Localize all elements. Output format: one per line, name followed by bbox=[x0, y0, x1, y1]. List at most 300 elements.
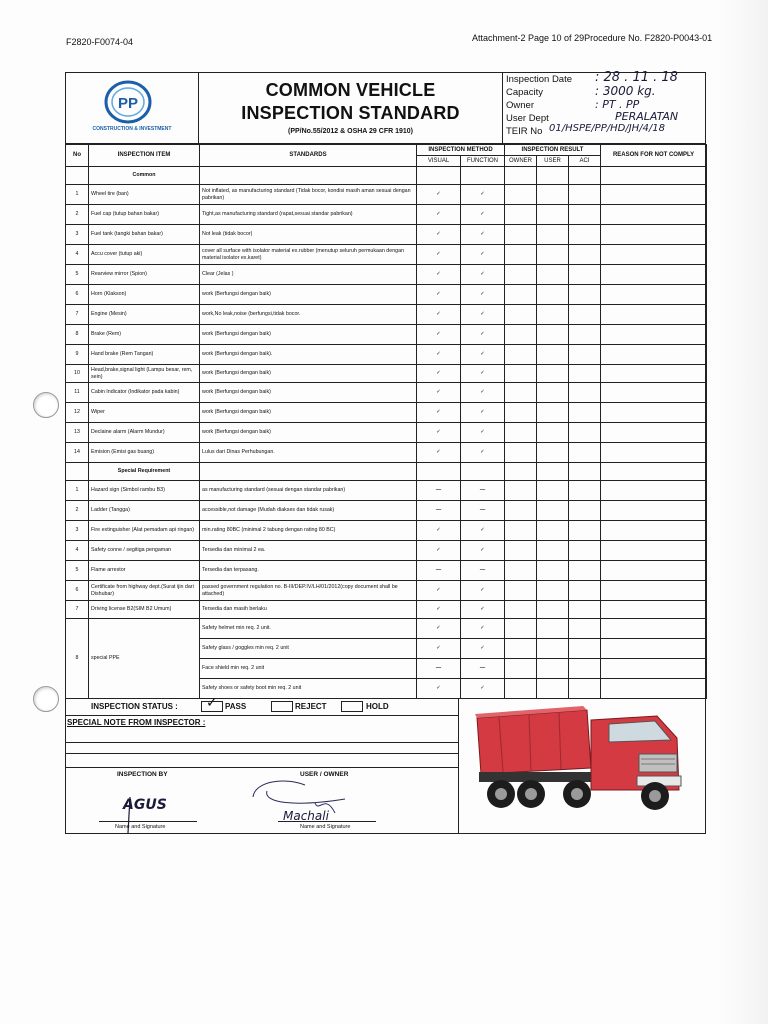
row-number: 4 bbox=[66, 541, 89, 561]
visual-check-mark: ✓ bbox=[417, 403, 461, 423]
inspection-item: Certificate from highway dept.(Surat ijin dari Dishubar) bbox=[89, 581, 200, 601]
function-check-mark: ✓ bbox=[461, 345, 505, 365]
row-number: 7 bbox=[66, 601, 89, 619]
standard-text: Tersedia dan minimal 2 ea. bbox=[200, 541, 417, 561]
col-function: FUNCTION bbox=[461, 156, 505, 167]
reason-cell[interactable] bbox=[601, 403, 707, 423]
function-check-mark: ✓ bbox=[461, 581, 505, 601]
result-cell[interactable] bbox=[569, 167, 601, 185]
user-result-cell[interactable] bbox=[537, 581, 569, 601]
user-result-cell[interactable] bbox=[537, 225, 569, 245]
reason-cell[interactable] bbox=[601, 481, 707, 501]
pass-checkbox[interactable] bbox=[201, 695, 223, 712]
aci-result-cell[interactable] bbox=[569, 225, 601, 245]
owner-label: Owner bbox=[506, 100, 534, 111]
table-row bbox=[66, 325, 707, 345]
aci-result-cell[interactable] bbox=[569, 659, 601, 679]
table-row bbox=[66, 403, 707, 423]
table-row bbox=[66, 581, 707, 601]
row-number: 2 bbox=[66, 501, 89, 521]
inspection-item: Engine (Mesin) bbox=[89, 305, 200, 325]
reason-cell[interactable] bbox=[601, 265, 707, 285]
title-cell bbox=[199, 72, 503, 144]
table-body bbox=[66, 145, 707, 699]
aci-result-cell[interactable] bbox=[569, 245, 601, 265]
standard-text: Safety shoes or safety boot min req. 2 unit bbox=[200, 679, 417, 699]
inspection-table bbox=[65, 144, 707, 699]
function-check-mark: ✓ bbox=[461, 383, 505, 403]
function-check-mark: ✓ bbox=[461, 521, 505, 541]
visual-check-mark: ✓ bbox=[417, 383, 461, 403]
standard-text: work (Berfungsi dengan baik) bbox=[200, 423, 417, 443]
user-result-cell[interactable] bbox=[537, 561, 569, 581]
aci-result-cell[interactable] bbox=[569, 619, 601, 639]
user-result-cell[interactable] bbox=[537, 205, 569, 225]
section-row-special bbox=[66, 463, 707, 481]
standard-text: work,No leak,noise (berfungsi,tidak bocor. bbox=[200, 305, 417, 325]
function-check-mark: ✓ bbox=[461, 601, 505, 619]
capacity-value: : 3000 kg. bbox=[595, 84, 656, 98]
standard-text: work (Berfungsi dengan baik) bbox=[200, 285, 417, 305]
table-row bbox=[66, 601, 707, 619]
standard-text: min.rating 80BC (minimal 2 tabung dengan rating 80 BC) bbox=[200, 521, 417, 541]
aci-result-cell[interactable] bbox=[569, 443, 601, 463]
owner-result-cell[interactable] bbox=[505, 619, 537, 639]
result-cell[interactable] bbox=[537, 463, 569, 481]
user-result-cell[interactable] bbox=[537, 423, 569, 443]
visual-check-mark: ✓ bbox=[417, 225, 461, 245]
no-cell[interactable] bbox=[66, 463, 89, 481]
function-check-mark: ✓ bbox=[461, 265, 505, 285]
aci-result-cell[interactable] bbox=[569, 679, 601, 699]
col-aci: ACI bbox=[569, 156, 601, 167]
function-check-mark: ✓ bbox=[461, 423, 505, 443]
result-cell[interactable] bbox=[601, 463, 707, 481]
user-owner-label: USER / OWNER bbox=[300, 771, 349, 778]
standard-text: Safety glass / goggles min req. 2 unit bbox=[200, 639, 417, 659]
aci-result-cell[interactable] bbox=[569, 285, 601, 305]
inspection-item: Fire extinguisher (Alat pemadam api ringan) bbox=[89, 521, 200, 541]
standard-text: Tersedia dan masih berlaku bbox=[200, 601, 417, 619]
row-number: 8 bbox=[66, 325, 89, 345]
standard-cell[interactable] bbox=[200, 463, 417, 481]
row-number: 11 bbox=[66, 383, 89, 403]
section-title: Special Requirement bbox=[89, 463, 200, 481]
inspector-signature: AGUS bbox=[123, 797, 167, 813]
aci-result-cell[interactable] bbox=[569, 365, 601, 383]
visual-check-mark: ✓ bbox=[417, 423, 461, 443]
row-number: 2 bbox=[66, 205, 89, 225]
visual-check-mark: ✓ bbox=[417, 541, 461, 561]
standard-text: work (Berfungsi dengan baik) bbox=[200, 325, 417, 345]
function-check-mark: ✓ bbox=[461, 185, 505, 205]
status-label: INSPECTION STATUS : bbox=[91, 702, 178, 711]
user-result-cell[interactable] bbox=[537, 679, 569, 699]
inspection-item: Cabin Indicator (Indikator pada kabin) bbox=[89, 383, 200, 403]
col-visual: VISUAL bbox=[417, 156, 461, 167]
owner-result-cell[interactable] bbox=[505, 305, 537, 325]
reason-cell[interactable] bbox=[601, 601, 707, 619]
owner-result-cell[interactable] bbox=[505, 581, 537, 601]
user-result-cell[interactable] bbox=[537, 265, 569, 285]
special-note-label: SPECIAL NOTE FROM INSPECTOR : bbox=[67, 718, 206, 727]
visual-check-mark: ✓ bbox=[417, 679, 461, 699]
teir-label: TEIR No bbox=[506, 126, 543, 137]
user-result-cell[interactable] bbox=[537, 305, 569, 325]
special-note-section bbox=[65, 715, 458, 834]
visual-check-mark: ✓ bbox=[417, 443, 461, 463]
owner-result-cell[interactable] bbox=[505, 481, 537, 501]
inspector-signature-line bbox=[99, 821, 197, 822]
table-row bbox=[66, 383, 707, 403]
reason-cell[interactable] bbox=[601, 679, 707, 699]
table-row bbox=[66, 501, 707, 521]
row-number: 3 bbox=[66, 225, 89, 245]
pass-label: PASS bbox=[225, 702, 247, 711]
inspection-item: Accu cover (tutup aki) bbox=[89, 245, 200, 265]
function-check-mark: ✓ bbox=[461, 205, 505, 225]
owner-result-cell[interactable] bbox=[505, 265, 537, 285]
row-number: 5 bbox=[66, 561, 89, 581]
hold-checkbox[interactable] bbox=[341, 701, 363, 712]
table-row bbox=[66, 205, 707, 225]
visual-check-mark: — bbox=[417, 501, 461, 521]
function-check-mark: ✓ bbox=[461, 285, 505, 305]
inspection-status-row bbox=[65, 695, 458, 716]
result-cell[interactable] bbox=[417, 167, 461, 185]
no-cell[interactable] bbox=[66, 167, 89, 185]
pass-check-icon: ✓ bbox=[206, 695, 218, 711]
teir-value: 01/HSPE/PP/HD/JH/4/18 bbox=[549, 123, 665, 134]
user-result-cell[interactable] bbox=[537, 639, 569, 659]
row-number: 13 bbox=[66, 423, 89, 443]
owner-result-cell[interactable] bbox=[505, 541, 537, 561]
table-header-row bbox=[66, 145, 707, 156]
standard-text: Tight,as manufacturing standard (rapat,sesuai standar pabrikan) bbox=[200, 205, 417, 225]
visual-check-mark: — bbox=[417, 659, 461, 679]
standard-text: work (Berfungsi dengan baik) bbox=[200, 383, 417, 403]
standard-cell[interactable] bbox=[200, 167, 417, 185]
col-no: No bbox=[66, 145, 89, 167]
owner-name-signature-label: Name and Signature bbox=[300, 824, 351, 830]
visual-check-mark: ✓ bbox=[417, 601, 461, 619]
aci-result-cell[interactable] bbox=[569, 265, 601, 285]
inspection-item: Rearview mirror (Spion) bbox=[89, 265, 200, 285]
table-row bbox=[66, 185, 707, 205]
user-result-cell[interactable] bbox=[537, 619, 569, 639]
result-cell[interactable] bbox=[505, 463, 537, 481]
user-result-cell[interactable] bbox=[537, 325, 569, 345]
inspection-item: Head,brake,signal light (Lampu besar, rem, sein) bbox=[89, 365, 200, 383]
inspection-item: Fuel tank (tangki bahan bakar) bbox=[89, 225, 200, 245]
standard-text: as manufacturing standard (sesuai dengan standar pabrikan) bbox=[200, 481, 417, 501]
function-check-mark: ✓ bbox=[461, 619, 505, 639]
punch-hole-icon bbox=[33, 392, 59, 418]
owner-result-cell[interactable] bbox=[505, 443, 537, 463]
inspection-date-value: : 28 . 11 . 18 bbox=[595, 70, 678, 85]
inspection-date-label: Inspection Date bbox=[506, 74, 573, 85]
reason-cell[interactable] bbox=[601, 383, 707, 403]
divider bbox=[65, 742, 458, 743]
row-number: 4 bbox=[66, 245, 89, 265]
reason-cell[interactable] bbox=[601, 541, 707, 561]
owner-result-cell[interactable] bbox=[505, 205, 537, 225]
owner-result-cell[interactable] bbox=[505, 245, 537, 265]
visual-check-mark: ✓ bbox=[417, 365, 461, 383]
col-method: INSPECTION METHOD bbox=[417, 145, 505, 156]
row-number: 12 bbox=[66, 403, 89, 423]
visual-check-mark: ✓ bbox=[417, 305, 461, 325]
row-number: 6 bbox=[66, 581, 89, 601]
user-result-cell[interactable] bbox=[537, 481, 569, 501]
capacity-label: Capacity bbox=[506, 87, 543, 98]
reason-cell[interactable] bbox=[601, 659, 707, 679]
reason-cell[interactable] bbox=[601, 305, 707, 325]
vehicle-photo bbox=[458, 698, 706, 834]
user-dept-value: PERALATAN bbox=[615, 110, 679, 123]
owner-signature-line bbox=[278, 821, 376, 822]
owner-result-cell[interactable] bbox=[505, 225, 537, 245]
aci-result-cell[interactable] bbox=[569, 601, 601, 619]
inspection-item: Wheel tire (ban) bbox=[89, 185, 200, 205]
reason-cell[interactable] bbox=[601, 245, 707, 265]
function-check-mark: — bbox=[461, 501, 505, 521]
standard-text: accessible,not damage (Mudah diakses dan tidak rusak) bbox=[200, 501, 417, 521]
reason-cell[interactable] bbox=[601, 225, 707, 245]
reason-cell[interactable] bbox=[601, 325, 707, 345]
reason-cell[interactable] bbox=[601, 423, 707, 443]
function-check-mark: ✓ bbox=[461, 443, 505, 463]
aci-result-cell[interactable] bbox=[569, 345, 601, 365]
aci-result-cell[interactable] bbox=[569, 383, 601, 403]
user-result-cell[interactable] bbox=[537, 185, 569, 205]
inspection-item: Fuel cap (tutup bahan bakar) bbox=[89, 205, 200, 225]
result-cell[interactable] bbox=[601, 167, 707, 185]
aci-result-cell[interactable] bbox=[569, 185, 601, 205]
reason-cell[interactable] bbox=[601, 345, 707, 365]
divider bbox=[65, 715, 458, 716]
inspection-item: Horn (Klakson) bbox=[89, 285, 200, 305]
reason-cell[interactable] bbox=[601, 561, 707, 581]
col-item: INSPECTION ITEM bbox=[89, 145, 200, 167]
divider bbox=[65, 753, 458, 754]
aci-result-cell[interactable] bbox=[569, 403, 601, 423]
function-check-mark: ✓ bbox=[461, 679, 505, 699]
result-cell[interactable] bbox=[461, 167, 505, 185]
inspection-item: Brake (Rem) bbox=[89, 325, 200, 345]
col-reason: REASON FOR NOT COMPLY bbox=[601, 145, 707, 167]
reason-cell[interactable] bbox=[601, 365, 707, 383]
dump-truck-icon bbox=[459, 698, 705, 832]
user-result-cell[interactable] bbox=[537, 501, 569, 521]
owner-signature: Machali bbox=[283, 809, 329, 823]
reason-cell[interactable] bbox=[601, 619, 707, 639]
col-user: USER bbox=[537, 156, 569, 167]
pp-logo-icon bbox=[65, 72, 199, 126]
divider bbox=[65, 767, 458, 768]
owner-result-cell[interactable] bbox=[505, 345, 537, 365]
reason-cell[interactable] bbox=[601, 443, 707, 463]
table-row bbox=[66, 345, 707, 365]
section-title: Common bbox=[89, 167, 200, 185]
owner-result-cell[interactable] bbox=[505, 521, 537, 541]
owner-result-cell[interactable] bbox=[505, 679, 537, 699]
visual-check-mark: ✓ bbox=[417, 285, 461, 305]
visual-check-mark: ✓ bbox=[417, 245, 461, 265]
result-cell[interactable] bbox=[461, 463, 505, 481]
row-number: 5 bbox=[66, 265, 89, 285]
section-row-common bbox=[66, 167, 707, 185]
table-row bbox=[66, 225, 707, 245]
inspector-name-signature-label: Name and Signature bbox=[115, 824, 166, 830]
user-result-cell[interactable] bbox=[537, 403, 569, 423]
visual-check-mark: ✓ bbox=[417, 639, 461, 659]
scan-edge-shadow bbox=[720, 0, 768, 1024]
user-result-cell[interactable] bbox=[537, 285, 569, 305]
row-number: 10 bbox=[66, 365, 89, 383]
reject-checkbox[interactable] bbox=[271, 701, 293, 712]
visual-check-mark: ✓ bbox=[417, 185, 461, 205]
user-result-cell[interactable] bbox=[537, 541, 569, 561]
function-check-mark: ✓ bbox=[461, 541, 505, 561]
table-row bbox=[66, 365, 707, 383]
owner-result-cell[interactable] bbox=[505, 325, 537, 345]
aci-result-cell[interactable] bbox=[569, 521, 601, 541]
aci-result-cell[interactable] bbox=[569, 325, 601, 345]
table-row bbox=[66, 265, 707, 285]
visual-check-mark: ✓ bbox=[417, 345, 461, 365]
standard-text: work (Berfungsi dengan baik) bbox=[200, 403, 417, 423]
reason-cell[interactable] bbox=[601, 185, 707, 205]
user-result-cell[interactable] bbox=[537, 443, 569, 463]
row-number: 1 bbox=[66, 185, 89, 205]
reason-cell[interactable] bbox=[601, 581, 707, 601]
inspection-item: Hand brake (Rem Tangan) bbox=[89, 345, 200, 365]
function-check-mark: — bbox=[461, 481, 505, 501]
standard-text: Not leak (tidak bocor) bbox=[200, 225, 417, 245]
owner-result-cell[interactable] bbox=[505, 365, 537, 383]
reason-cell[interactable] bbox=[601, 521, 707, 541]
owner-result-cell[interactable] bbox=[505, 639, 537, 659]
function-check-mark: ✓ bbox=[461, 305, 505, 325]
reason-cell[interactable] bbox=[601, 285, 707, 305]
col-standards: STANDARDS bbox=[200, 145, 417, 167]
owner-result-cell[interactable] bbox=[505, 383, 537, 403]
owner-result-cell[interactable] bbox=[505, 501, 537, 521]
user-result-cell[interactable] bbox=[537, 659, 569, 679]
aci-result-cell[interactable] bbox=[569, 481, 601, 501]
row-number: 6 bbox=[66, 285, 89, 305]
owner-result-cell[interactable] bbox=[505, 285, 537, 305]
function-check-mark: ✓ bbox=[461, 245, 505, 265]
user-result-cell[interactable] bbox=[537, 345, 569, 365]
standard-text: Face shield min req. 2 unit bbox=[200, 659, 417, 679]
visual-check-mark: — bbox=[417, 481, 461, 501]
visual-check-mark: ✓ bbox=[417, 265, 461, 285]
user-result-cell[interactable] bbox=[537, 601, 569, 619]
visual-check-mark: ✓ bbox=[417, 521, 461, 541]
owner-value: : PT . PP bbox=[595, 98, 640, 111]
standard-text: cover all surface with isolator material ex.rubber (menutup seluruh permukaan dengan material isolator ex.karet) bbox=[200, 245, 417, 265]
owner-result-cell[interactable] bbox=[505, 403, 537, 423]
user-dept-label: User Dept bbox=[506, 113, 549, 124]
table-row bbox=[66, 561, 707, 581]
standard-text: work (Berfungsi dengan baik) bbox=[200, 365, 417, 383]
row-number: 9 bbox=[66, 345, 89, 365]
result-cell[interactable] bbox=[537, 167, 569, 185]
reason-cell[interactable] bbox=[601, 639, 707, 659]
reason-cell[interactable] bbox=[601, 501, 707, 521]
visual-check-mark: ✓ bbox=[417, 325, 461, 345]
aci-result-cell[interactable] bbox=[569, 561, 601, 581]
user-result-cell[interactable] bbox=[537, 521, 569, 541]
owner-result-cell[interactable] bbox=[505, 561, 537, 581]
inspection-item: Ladder (Tangga) bbox=[89, 501, 200, 521]
function-check-mark: ✓ bbox=[461, 325, 505, 345]
col-owner: OWNER bbox=[505, 156, 537, 167]
inspection-item: Wiper bbox=[89, 403, 200, 423]
owner-result-cell[interactable] bbox=[505, 601, 537, 619]
inspection-item: Declaine alarm (Alarm Mundur) bbox=[89, 423, 200, 443]
function-check-mark: ✓ bbox=[461, 639, 505, 659]
aci-result-cell[interactable] bbox=[569, 581, 601, 601]
user-result-cell[interactable] bbox=[537, 245, 569, 265]
function-check-mark: — bbox=[461, 659, 505, 679]
logo-caption: CONSTRUCTION & INVESTMENT bbox=[92, 126, 172, 132]
aci-result-cell[interactable] bbox=[569, 541, 601, 561]
row-number: 8 bbox=[66, 619, 89, 699]
standard-text: Not inflated, as manufacturing standard (Tidak bocor, kondisi masih aman sesuai dengan pabrikan) bbox=[200, 185, 417, 205]
inspection-item: Hazard sign (Simbol rambu B3) bbox=[89, 481, 200, 501]
row-number: 1 bbox=[66, 481, 89, 501]
standard-text: Lulus dari Dinas Perhubungan. bbox=[200, 443, 417, 463]
aci-result-cell[interactable] bbox=[569, 639, 601, 659]
aci-result-cell[interactable] bbox=[569, 423, 601, 443]
visual-check-mark: — bbox=[417, 561, 461, 581]
standard-text: Clear (Jelas ) bbox=[200, 265, 417, 285]
reason-cell[interactable] bbox=[601, 205, 707, 225]
visual-check-mark: ✓ bbox=[417, 581, 461, 601]
function-check-mark: ✓ bbox=[461, 403, 505, 423]
owner-result-cell[interactable] bbox=[505, 423, 537, 443]
user-result-cell[interactable] bbox=[537, 383, 569, 403]
punch-hole-icon bbox=[33, 686, 59, 712]
table-row bbox=[66, 481, 707, 501]
reject-label: REJECT bbox=[295, 702, 327, 711]
inspection-item: Flame arrestor bbox=[89, 561, 200, 581]
title-line-1: COMMON VEHICLE bbox=[265, 80, 436, 100]
hold-label: HOLD bbox=[366, 702, 389, 711]
aci-result-cell[interactable] bbox=[569, 205, 601, 225]
col-result: INSPECTION RESULT bbox=[505, 145, 601, 156]
aci-result-cell[interactable] bbox=[569, 305, 601, 325]
result-cell[interactable] bbox=[417, 463, 461, 481]
result-cell[interactable] bbox=[505, 167, 537, 185]
owner-result-cell[interactable] bbox=[505, 185, 537, 205]
aci-result-cell[interactable] bbox=[569, 501, 601, 521]
table-row bbox=[66, 285, 707, 305]
inspection-item: Safety conne / segitiga pengaman bbox=[89, 541, 200, 561]
visual-check-mark: ✓ bbox=[417, 619, 461, 639]
document-id: F2820-F0074-04 bbox=[66, 37, 134, 47]
function-check-mark: ✓ bbox=[461, 225, 505, 245]
table-row bbox=[66, 443, 707, 463]
owner-result-cell[interactable] bbox=[505, 659, 537, 679]
table-row bbox=[66, 541, 707, 561]
result-cell[interactable] bbox=[569, 463, 601, 481]
user-result-cell[interactable] bbox=[537, 365, 569, 383]
logo-cell bbox=[65, 72, 199, 144]
